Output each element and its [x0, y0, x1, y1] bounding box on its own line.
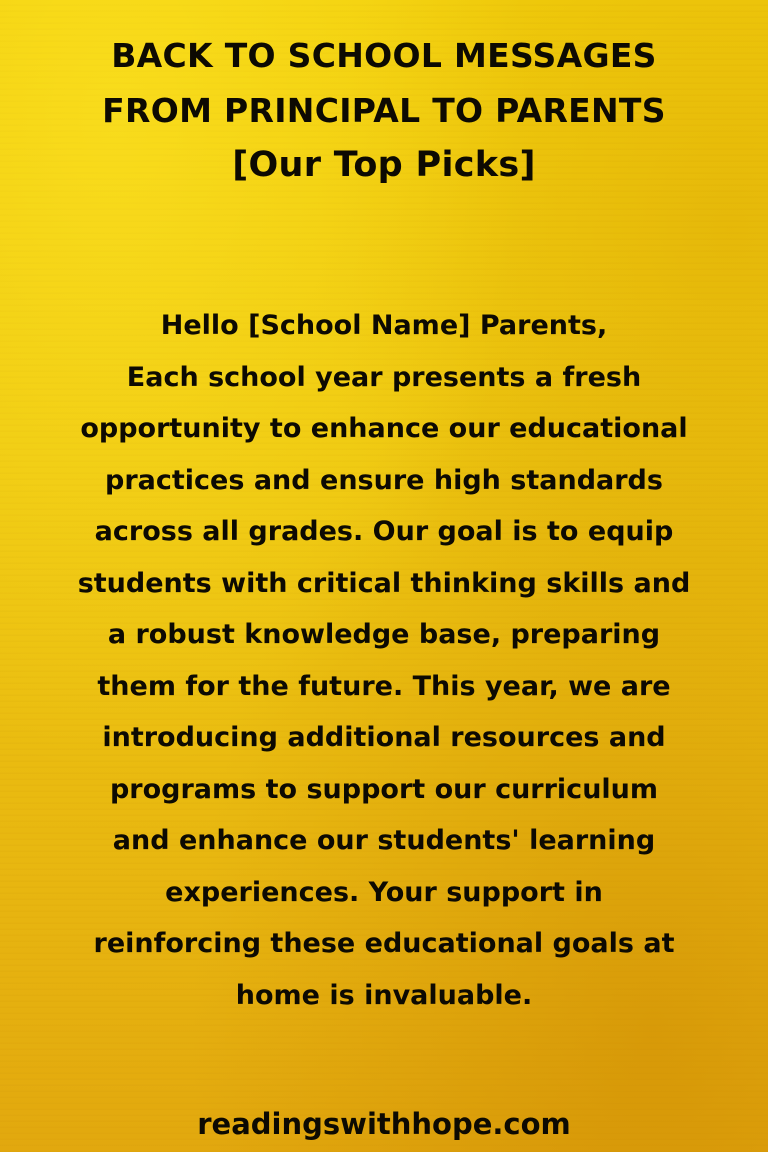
message-line: introducing additional resources and [102, 722, 666, 753]
message-line: experiences. Your support in [165, 876, 603, 908]
message-line: students with critical thinking skills and [77, 567, 691, 599]
message-greeting: Hello [School Name] Parents, [160, 310, 608, 341]
title-line-2: FROM PRINCIPAL TO PARENTS [102, 91, 666, 130]
message-line: Each school year presents a fresh [126, 361, 642, 393]
page-title [0, 28, 768, 193]
message-line: and enhance our students' learning [112, 825, 656, 856]
message-body [40, 300, 728, 1021]
message-line: them for the future. This year, we are [97, 670, 671, 702]
message-line: home is invaluable. [235, 979, 533, 1011]
title-subtitle: [Our Top Picks] [232, 145, 536, 185]
message-line: reinforcing these educational goals at [93, 928, 675, 959]
message-line: across all grades. Our goal is to equip [94, 516, 674, 547]
message-line: practices and ensure high standards [105, 464, 663, 496]
message-line: a robust knowledge base, preparing [107, 619, 661, 650]
message-line: opportunity to enhance our educational [80, 413, 688, 444]
website-credit: readingswithhope.com [197, 1107, 571, 1141]
title-line-1: BACK TO SCHOOL MESSAGES [111, 36, 657, 75]
message-line: programs to support our curriculum [109, 773, 659, 805]
